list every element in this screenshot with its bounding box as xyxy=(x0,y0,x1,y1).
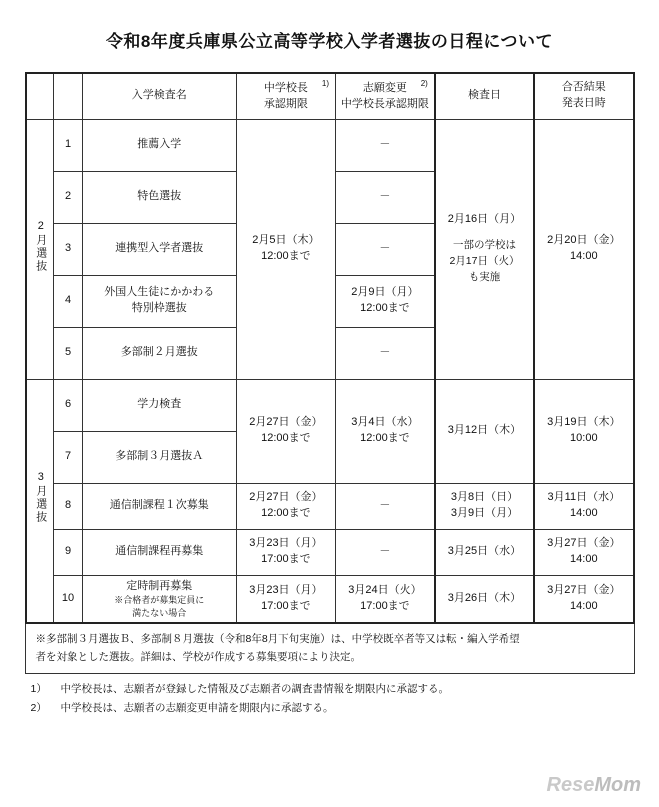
approval-deadline-line1: 2月27日（金） xyxy=(249,416,323,429)
exam-name xyxy=(82,575,236,623)
row-number: 8 xyxy=(54,483,82,529)
footnote-2-number: 2） xyxy=(30,701,47,714)
watermark-text-a: Rese xyxy=(546,774,595,796)
change-deadline xyxy=(336,575,435,623)
result-time: 14:00 xyxy=(570,553,598,565)
exam-date xyxy=(435,483,534,529)
exam-date-sub-line1: 一部の学校は xyxy=(452,239,516,252)
row-number: 5 xyxy=(54,327,82,379)
footnote-1-text: 中学校長は、志願者が登録した情報及び志願者の調査書情報を期限内に承認する。 xyxy=(60,683,449,696)
change-deadline: － xyxy=(336,529,435,575)
exam-name: 推薦入学 xyxy=(82,119,236,171)
change-deadline: － xyxy=(336,223,435,275)
approval-deadline xyxy=(236,379,335,483)
header-approval-line1: 中学校長 xyxy=(263,81,308,94)
exam-name: 特色選抜 xyxy=(82,171,236,223)
selection-schedule-table xyxy=(25,72,635,624)
approval-deadline-february xyxy=(236,119,335,379)
exam-name: 学力検査 xyxy=(82,379,236,431)
row-number: 1 xyxy=(54,119,82,171)
change-deadline: － xyxy=(336,483,435,529)
exam-name-text: 定時制再募集 xyxy=(126,579,193,592)
group-label-february-text: 2月選抜 xyxy=(34,219,47,273)
exam-date-sub-line3: も実施 xyxy=(468,270,501,283)
footnote-2 xyxy=(25,699,635,717)
result-time: 14:00 xyxy=(570,507,598,519)
row-number: 4 xyxy=(54,275,82,327)
approval-deadline-line1: 2月27日（金） xyxy=(249,491,323,504)
approval-deadline-line2: 12:00まで xyxy=(261,250,311,262)
change-deadline-line1: 3月4日（水） xyxy=(351,416,419,429)
result-datetime xyxy=(534,575,633,623)
result-date: 2月20日（金） xyxy=(547,234,621,247)
group-label-february xyxy=(26,119,54,379)
result-datetime-february xyxy=(534,119,633,379)
header-result-line1: 合否結果 xyxy=(561,81,606,94)
approval-deadline xyxy=(236,483,335,529)
row-number: 2 xyxy=(54,171,82,223)
table-header xyxy=(26,73,634,119)
exam-name: 多部制３月選抜Ａ xyxy=(82,431,236,483)
exam-date: 3月25日（水） xyxy=(435,529,534,575)
exam-date-february xyxy=(435,119,534,379)
group-label-march-text: 3月選抜 xyxy=(34,471,47,525)
change-deadline-line2: 12:00まで xyxy=(360,432,410,444)
table-row xyxy=(26,483,634,529)
header-change-footnote-marker: 2) xyxy=(420,79,428,88)
approval-deadline-line2: 17:00まで xyxy=(261,599,311,612)
row-number: 3 xyxy=(54,223,82,275)
header-result-line2: 発表日時 xyxy=(561,97,606,110)
approval-deadline-line1: 3月23日（月） xyxy=(249,583,323,596)
header-exam-name: 入学検査名 xyxy=(82,73,236,119)
exam-date-line2: 3月9日（月） xyxy=(450,507,519,519)
row-number: 6 xyxy=(54,379,82,431)
result-date: 3月19日（木） xyxy=(547,416,621,429)
table-row xyxy=(26,119,634,171)
table-footnote-line1: ※多部制３月選抜Ｂ、多部制８月選抜（令和8年8月下旬実施）は、中学校既卒者等又は転・編入学希望 xyxy=(35,632,520,645)
exam-name: 多部制２月選抜 xyxy=(82,327,236,379)
result-time: 14:00 xyxy=(570,599,598,612)
group-label-march xyxy=(26,379,54,623)
row-number: 10 xyxy=(54,575,82,623)
change-deadline-line1: 3月24日（火） xyxy=(348,583,422,596)
exam-name: 通信制課程１次募集 xyxy=(82,483,236,529)
resemom-watermark xyxy=(547,774,641,797)
exam-name: 通信制課程再募集 xyxy=(82,529,236,575)
table-footnote-box xyxy=(25,624,635,675)
approval-deadline xyxy=(236,529,335,575)
footnote-1-number: 1） xyxy=(30,683,47,696)
header-change-line2: 中学校長承認期限 xyxy=(340,98,429,111)
table-footnote-line2: 者を対象とした選抜。詳細は、学校が作成する募集要項により決定。 xyxy=(35,650,361,663)
header-approval-footnote-marker: 1) xyxy=(321,79,330,88)
table-row xyxy=(26,529,634,575)
exam-date-line1: 3月8日（日） xyxy=(450,491,519,504)
header-approval-line2: 承認期限 xyxy=(263,98,308,111)
approval-deadline-line2: 12:00まで xyxy=(261,432,311,444)
change-deadline: － xyxy=(336,119,435,171)
approval-deadline-line2: 17:00まで xyxy=(261,553,311,565)
document-page xyxy=(0,27,659,807)
change-deadline-line2: 17:00まで xyxy=(360,599,410,612)
result-datetime xyxy=(534,379,633,483)
row-number: 9 xyxy=(54,529,82,575)
header-change-deadline xyxy=(336,73,435,119)
footnote-1 xyxy=(25,680,635,698)
exam-date-main: 2月16日（月） xyxy=(447,213,522,226)
result-time: 10:00 xyxy=(570,432,598,444)
approval-deadline-line1: 2月5日（木） xyxy=(252,234,320,247)
exam-date-sub-line2: 2月17日（火） xyxy=(449,255,520,268)
watermark-text-b: Mom xyxy=(594,774,641,796)
header-num-blank xyxy=(54,73,82,119)
exam-name-text: 外国人生徒にかかわる 特別枠選抜 xyxy=(104,286,215,314)
approval-deadline-line1: 3月23日（月） xyxy=(249,537,323,550)
table-row xyxy=(26,575,634,623)
header-change-line1: 志願変更 xyxy=(362,81,407,94)
change-deadline-line2: 12:00まで xyxy=(360,302,410,314)
result-datetime xyxy=(534,529,633,575)
exam-date: 3月26日（木） xyxy=(435,575,534,623)
header-exam-date: 検査日 xyxy=(435,73,534,119)
change-deadline: － xyxy=(336,171,435,223)
row-number: 7 xyxy=(54,431,82,483)
footnotes xyxy=(25,680,635,717)
result-datetime xyxy=(534,483,633,529)
exam-name: 連携型入学者選抜 xyxy=(82,223,236,275)
header-result-datetime xyxy=(534,73,633,119)
table-row xyxy=(26,379,634,431)
table-body xyxy=(26,119,634,623)
header-group-blank xyxy=(26,73,54,119)
result-date: 3月27日（金） xyxy=(547,583,621,596)
result-time: 14:00 xyxy=(570,250,598,262)
approval-deadline-line2: 12:00まで xyxy=(261,507,311,519)
change-deadline-line1: 2月9日（月） xyxy=(351,286,419,299)
exam-name xyxy=(82,275,236,327)
approval-deadline xyxy=(236,575,335,623)
result-date: 3月27日（金） xyxy=(547,537,621,550)
change-deadline xyxy=(336,275,435,327)
header-approval-deadline xyxy=(236,73,335,119)
exam-name-note: ※合格者が募集定員に 満たない場合 xyxy=(114,595,205,618)
result-date: 3月11日（水） xyxy=(547,491,621,504)
page-title: 令和8年度兵庫県公立高等学校入学者選抜の日程について xyxy=(105,32,554,51)
footnote-2-text: 中学校長は、志願者の志願変更申請を期限内に承認する。 xyxy=(60,701,334,714)
change-deadline: － xyxy=(336,327,435,379)
change-deadline xyxy=(336,379,435,483)
exam-date: 3月12日（木） xyxy=(435,379,534,483)
